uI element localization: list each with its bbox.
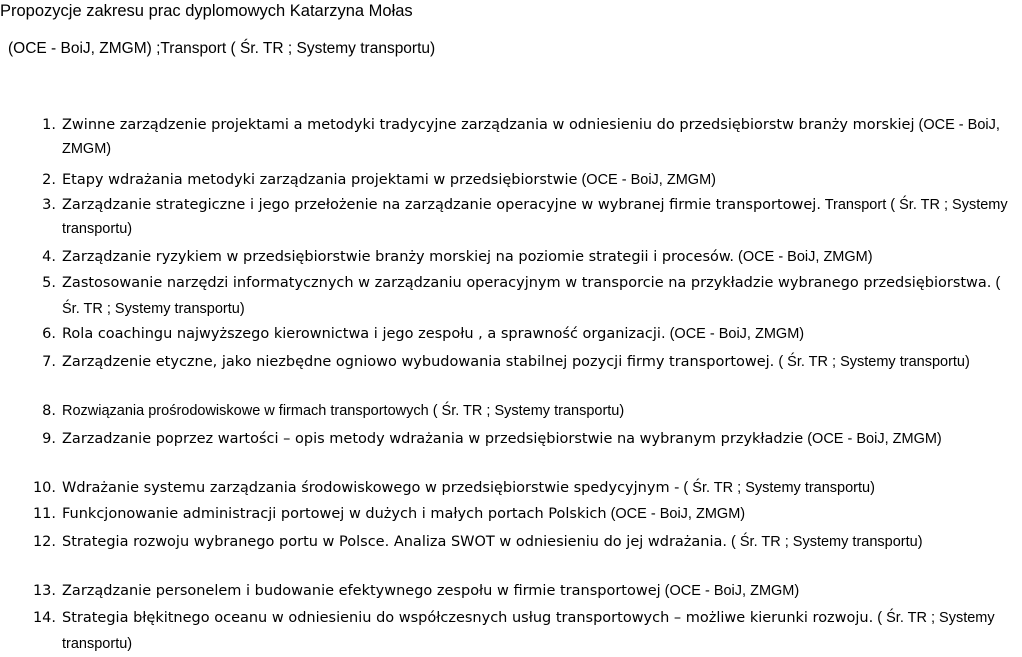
document-subtitle: (OCE - BoiJ, ZMGM) ;Transport ( Śr. TR ; Systemy transportu) <box>8 40 436 57</box>
topic-number: 10. <box>32 480 56 496</box>
topic-number: 1. <box>42 117 56 133</box>
topic-item <box>0 168 1022 192</box>
topic-number: 9. <box>42 431 56 447</box>
topic-text: Zarzadzanie poprzez wartości – opis metody wdrażania w przedsiębiorstwie na wybranym przykładzie <box>62 431 804 447</box>
topic-item <box>0 426 1022 452</box>
topic-number: 6. <box>42 326 56 342</box>
topic-specialization: (OCE - BoiJ, ZMGM) <box>803 431 942 447</box>
topic-item <box>0 605 1022 657</box>
topic-text: Zarządzenie etyczne, jako niezbędne ogniowo wybudowania stabilnej pozycji firmy transportowej. <box>62 354 775 370</box>
topic-number: 14. <box>32 610 56 626</box>
topic-item <box>0 193 1022 241</box>
topic-item <box>0 349 1022 375</box>
topic-specialization: (OCE - BoiJ, ZMGM) <box>734 249 873 265</box>
topic-text: Zastosowanie narzędzi informatycznych w zarządzaniu operacyjnym w transporcie na przykładzie wybranego przedsiębiorstwa. <box>62 275 992 291</box>
topic-item <box>0 529 1022 555</box>
topic-item <box>0 322 1022 346</box>
topic-item <box>0 476 1022 500</box>
topic-number: 4. <box>42 249 56 265</box>
topic-item <box>0 245 1022 269</box>
topic-specialization: ( Śr. TR ; Systemy transportu) <box>679 480 875 496</box>
topic-specialization: Transport ( Śr. TR ; Systemy transportu) <box>62 197 1008 237</box>
topic-specialization: (OCE - BoiJ, ZMGM) <box>665 326 805 342</box>
topic-specialization: ( Śr. TR ; Systemy transportu) <box>727 534 923 550</box>
topic-item <box>0 502 1022 526</box>
topic-text: Zarządzanie strategiczne i jego przełożenie na zarządzanie operacyjne w wybranej firmie transportowej. <box>62 197 821 213</box>
topic-number: 7. <box>42 354 56 370</box>
topic-specialization: ( Śr. TR ; Systemy transportu) <box>62 275 1001 317</box>
topic-text: Funkcjonowanie administracji portowej w dużych i małych portach Polskich <box>62 506 607 522</box>
topic-specialization: (OCE - BoiJ, ZMGM) <box>660 583 800 599</box>
topic-number: 3. <box>42 197 56 213</box>
topic-text: Strategia rozwoju wybranego portu w Polsce. Analiza SWOT w odniesieniu do jej wdrażania. <box>62 534 727 550</box>
topic-text: Rola coachingu najwyższego kierownictwa i jego zespołu , a sprawność organizacji. <box>62 326 666 342</box>
topic-number: 2. <box>42 172 56 188</box>
topic-item <box>0 270 1022 322</box>
topic-number: 11. <box>32 506 56 522</box>
topic-number: 13. <box>32 583 56 599</box>
topic-item <box>0 113 1022 161</box>
topic-text: Wdrażanie systemu zarządzania środowiskowego w przedsiębiorstwie spedycyjnym - <box>62 480 680 496</box>
topic-specialization: (OCE - BoiJ, ZMGM) <box>62 117 1000 157</box>
topic-item <box>0 579 1022 603</box>
topic-number: 12. <box>32 534 56 550</box>
topic-text: Zwinne zarządzenie projektami a metodyki tradycyjne zarządzania w odniesieniu do przedsiębiorstw branży morskiej <box>62 117 915 133</box>
topic-specialization: Rozwiązania prośrodowiskowe w firmach transportowych ( Śr. TR ; Systemy transportu) <box>62 403 625 419</box>
document-title: Propozycje zakresu prac dyplomowych Katarzyna Mołas <box>0 2 413 20</box>
topic-number: 8. <box>42 403 56 419</box>
topic-item <box>0 399 1022 423</box>
topic-specialization: (OCE - BoiJ, ZMGM) <box>606 506 746 522</box>
topic-text: Zarządzanie personelem i budowanie efektywnego zespołu w firmie transportowej <box>62 583 661 599</box>
topic-specialization: ( Śr. TR ; Systemy transportu) <box>62 610 995 652</box>
topic-text: Etapy wdrażania metodyki zarządzania projektami w przedsiębiorstwie <box>62 172 578 188</box>
topic-text: Zarządzanie ryzykiem w przedsiębiorstwie branży morskiej na poziomie strategii i procesów. <box>62 249 735 265</box>
topic-specialization: ( Śr. TR ; Systemy transportu) <box>774 354 970 370</box>
topic-text: Strategia błękitnego oceanu w odniesieniu do współczesnych usług transportowych – możliwe kierunki rozwoju. <box>62 610 874 626</box>
topic-number: 5. <box>42 275 56 291</box>
topic-specialization: (OCE - BoiJ, ZMGM) <box>577 172 716 188</box>
